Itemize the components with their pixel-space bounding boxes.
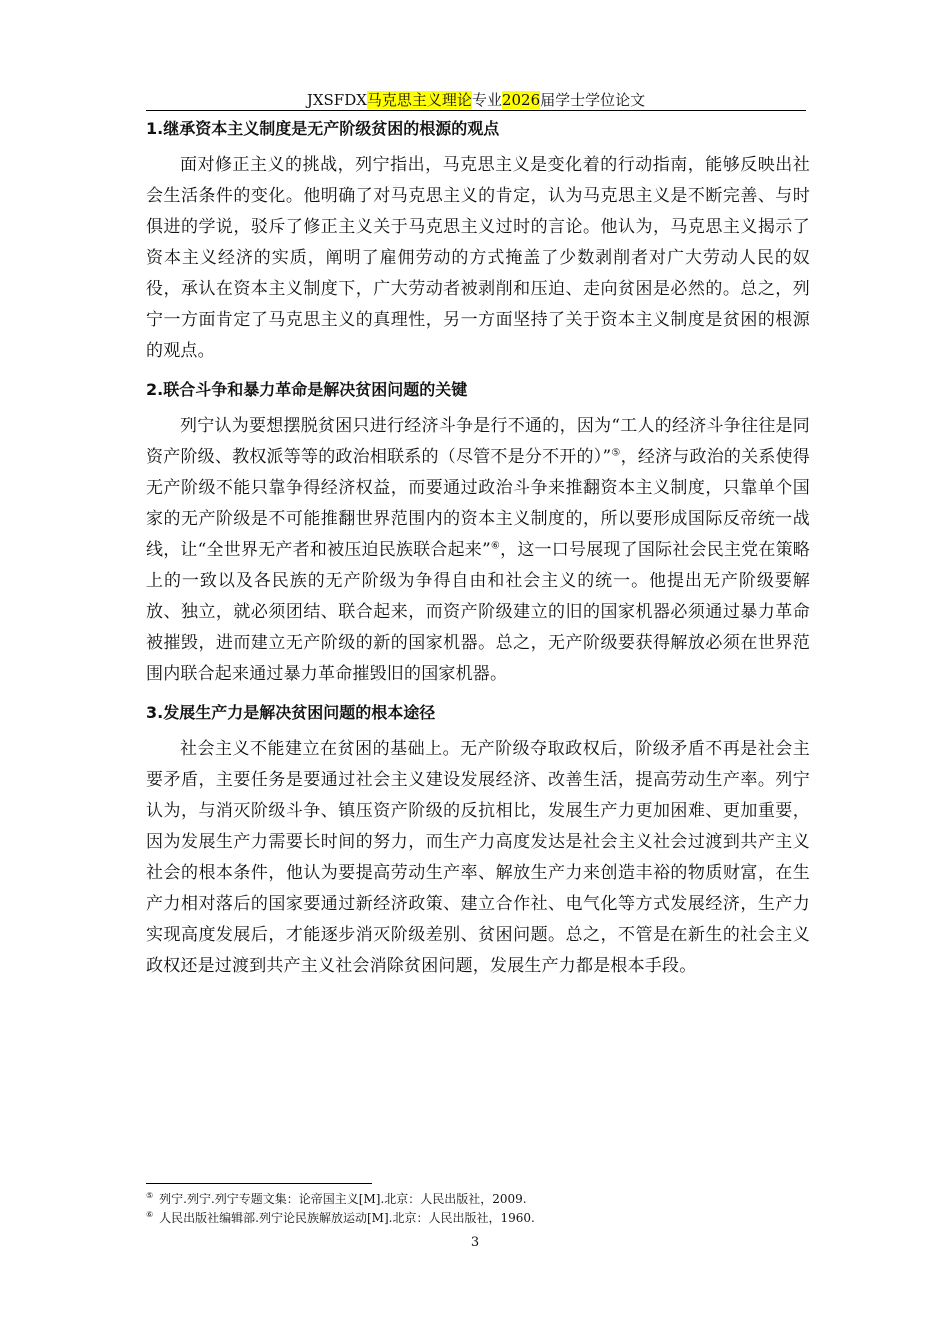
page-number: 3 bbox=[470, 1235, 480, 1250]
footnote-item bbox=[146, 1209, 810, 1228]
header-major: 马克思主义理论 bbox=[366, 91, 472, 109]
footnote-ref-6[interactable]: ⑥ bbox=[490, 540, 501, 552]
section-heading-1: 1.继承资本主义制度是无产阶级贫困的根源的观点 bbox=[146, 119, 500, 138]
paragraph-2-part-b: ，经济与政治的关系使得无产阶级不能只靠争得经济权益，而要通过政治斗争来推翻资本主义制度，只靠单个国家的无产阶级是不可能推翻世界范围内的资本主义制度的，所以要形成国际反帝统一战线，让“全世界无产者和被压迫民族联合起来” bbox=[146, 447, 811, 560]
section-paragraph-3: 社会主义不能建立在贫困的基础上。无产阶级夺取政权后，阶级矛盾不再是社会主要矛盾，主要任务是要通过社会主义建设发展经济、改善生活，提高劳动生产率。列宁认为，与消灭阶级斗争、镇压资产阶级的反抗相比，发展生产力更加困难、更加重要，因为发展生产力需要长时间的努力，而生产力高度发达是社会主义社会过渡到共产主义社会的根本条件，他认为要提高劳动生产率、解放生产力来创造丰裕的物质财富，在生产力相对落后的国家要通过新经济政策、建立合作社、电气化等方式发展经济，生产力实现高度发展后，才能逐步消灭阶级差别、贫困问题。总之，不管是在新生的社会主义政权还是过渡到共产主义社会消除贫困问题，发展生产力都是根本手段。 bbox=[146, 739, 810, 976]
paragraph-2-part-a: 列宁认为要想摆脱贫困只进行经济斗争是行不通的，因为“工人的经济斗争往往是同资产阶级、教权派等等的政治相联系的（尽管不是分不开的）” bbox=[146, 416, 810, 467]
page-header bbox=[146, 90, 806, 111]
header-degree: 届学士学位论文 bbox=[540, 91, 646, 109]
header-major-suffix: 专业 bbox=[471, 91, 502, 109]
section-heading-2: 2.联合斗争和暴力革命是解决贫困问题的关键 bbox=[146, 380, 468, 399]
footnote-item bbox=[146, 1190, 810, 1209]
header-school: JXSFDX bbox=[306, 91, 367, 109]
footnotes bbox=[146, 1190, 810, 1228]
footnote-divider bbox=[146, 1183, 372, 1184]
paragraph-2-part-c: ，这一口号展现了国际社会民主党在策略上的一致以及各民族的无产阶级为争得自由和社会主义的统一。他提出无产阶级要解放、独立，就必须团结、联合起来，而资产阶级建立的旧的国家机器必须通过暴力革命被摧毁，进而建立无产阶级的新的国家机器。总之，无产阶级要获得解放必须在世界范围内联合起来通过暴力革命摧毁旧的国家机器。 bbox=[146, 540, 810, 684]
section-heading-3: 3.发展生产力是解决贫困问题的根本途径 bbox=[146, 703, 436, 722]
body-content bbox=[146, 116, 810, 992]
footnote-text: 人民出版社编辑部.列宁论民族解放运动[M].北京：人民出版社，1960. bbox=[159, 1211, 535, 1225]
section-paragraph-1: 面对修正主义的挑战，列宁指出，马克思主义是变化着的行动指南，能够反映出社会生活条件的变化。他明确了对马克思主义的肯定，认为马克思主义是不断完善、与时俱进的学说，驳斥了修正主义关于马克思主义过时的言论。他认为，马克思主义揭示了资本主义经济的实质，阐明了雇佣劳动的方式掩盖了少数剥削者对广大劳动人民的奴役，承认在资本主义制度下，广大劳动者被剥削和压迫、走向贫困是必然的。总之，列宁一方面肯定了马克思主义的真理性，另一方面坚持了关于资本主义制度是贫困的根源的观点。 bbox=[146, 155, 810, 361]
header-year: 2026 bbox=[501, 91, 541, 109]
footnote-mark: ⑤ bbox=[146, 1191, 154, 1200]
footnote-text: 列宁.列宁.列宁专题文集：论帝国主义[M].北京：人民出版社，2009. bbox=[159, 1192, 527, 1206]
footnote-mark: ⑥ bbox=[146, 1210, 154, 1219]
footnote-ref-5[interactable]: ⑤ bbox=[611, 447, 621, 459]
section-paragraph-2 bbox=[146, 411, 810, 690]
